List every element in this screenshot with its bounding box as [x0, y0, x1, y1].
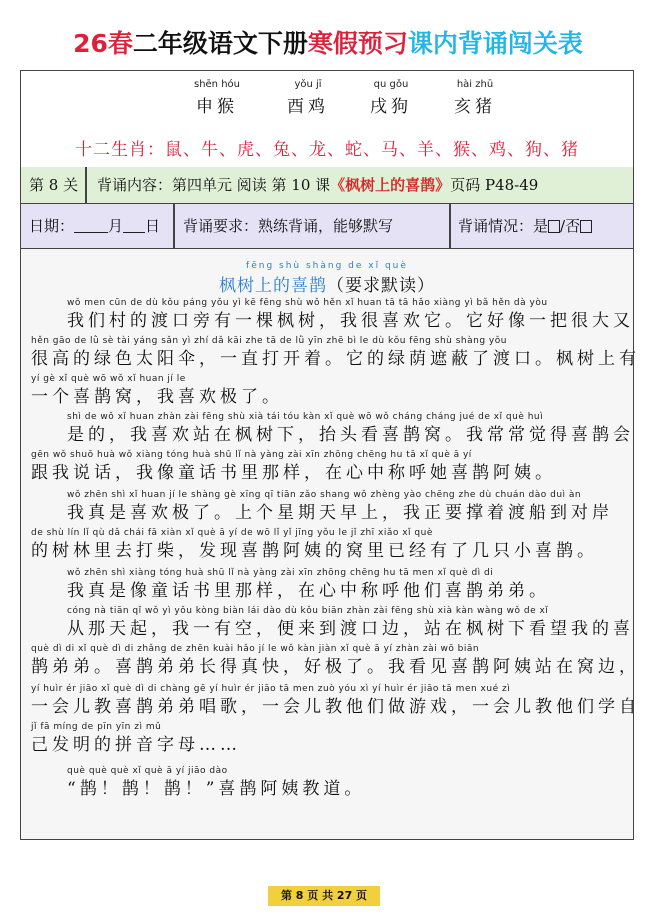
zodiac-line: 十二生肖：鼠、牛、虎、兔、龙、蛇、马、羊、猴、鸡、狗、猪: [21, 133, 633, 168]
requirement-cell: 背诵要求：熟练背诵，能够默写: [183, 217, 394, 235]
info-row: [21, 204, 633, 249]
vocab-word: shēn hóu 申猴: [193, 79, 240, 117]
title-table: 课内背诵闯关表: [407, 29, 583, 58]
lesson-row: [21, 167, 633, 204]
passage-line: yí huìr ér jiāo xǐ què dì di chàng gē yí huìr ér jiāo tā men zuò yóu xì yí huìr ér jiāo tā men xué zì 一会儿教喜鹊弟弟唱歌，一会儿教他们做游戏，一会儿教他们学自: [31, 684, 640, 717]
day-blank[interactable]: [123, 214, 145, 233]
date-cell: 日期： 月 日: [29, 204, 160, 248]
divider: [85, 167, 87, 203]
passage-line: wǒ men cūn de dù kǒu páng yǒu yì kē fēng shù wǒ hěn xǐ huan tā tā hǎo xiàng yì bǎ hěn dà yòu 我们村的渡口旁有一棵枫树，我很喜欢它。它好像一把很大又: [67, 298, 634, 331]
passage-line: yí gè xǐ què wō wǒ xǐ huan jí le 一个喜鹊窝，我喜欢极了。: [31, 374, 283, 407]
passage-title: fēng shù shàng de xǐ què 枫树上的喜鹊（要求默读）: [219, 261, 435, 296]
title-grade: 二年级语文下册: [132, 29, 308, 58]
vocab-word: qu gǒu 戌狗: [370, 79, 412, 117]
divider: [173, 204, 175, 248]
lesson-number: 第 8 关: [29, 176, 79, 194]
title-year: 26春: [73, 29, 133, 58]
page-number: 第 8 页 共 27 页: [268, 886, 380, 906]
passage-line: shì de wǒ xǐ huan zhàn zài fēng shù xià tái tóu kàn xǐ què wō wǒ cháng cháng jué de xǐ què huì 是的，我喜欢站在枫树下，抬头看喜鹊窝。我常常觉得喜鹊会: [67, 412, 634, 445]
title-note: （要求默读）: [327, 276, 435, 296]
page-title: [0, 24, 656, 60]
yes-checkbox[interactable]: [548, 220, 560, 233]
lesson-title: 《枫树上的喜鹊》: [330, 176, 451, 194]
passage-area: [21, 249, 640, 839]
passage-line: jǐ fā míng de pīn yīn zì mǔ 己发明的拼音字母……: [31, 722, 241, 755]
month-blank[interactable]: [74, 214, 108, 233]
status-cell: 背诵情况：是 /否: [458, 204, 592, 248]
vocab-row: [21, 71, 633, 133]
passage-line: cóng nà tiān qǐ wǒ yì yǒu kòng biàn lái dào dù kǒu biān zhàn zài fēng shù xià kàn wàng wǒ de xǐ 从那天起，我一有空，便来到渡口边，站在枫树下看望我的喜: [67, 606, 634, 639]
passage-line: de shù lín lǐ qù dǎ chái fā xiàn xǐ què ā yí de wō lǐ yǐ jīng yǒu le jǐ zhī xiǎo xǐ què 的树林里去打柴，发现喜鹊阿姨的窝里已经有了几只小喜鹊。: [31, 528, 598, 561]
divider: [449, 204, 451, 248]
passage-line: gēn wǒ shuō huà wǒ xiàng tóng huà shū lǐ nà yàng zài xīn zhōng chēng hu tā xǐ què ā yí 跟我说话，我像童话书里那样，在心中称呼她喜鹊阿姨。: [31, 450, 556, 483]
passage-line: wǒ zhēn shì xiàng tóng huà shū lǐ nà yàng zài xīn zhōng chēng hu tā men xǐ què dì di 我真是像童话书里那样，在心中称呼他们喜鹊弟弟。: [67, 568, 550, 601]
recitation-table: [20, 70, 640, 840]
passage-line: què què què xǐ què ā yí jiāo dào “鹊！鹊！鹊！”喜鹊阿姨教道。: [67, 766, 366, 799]
no-checkbox[interactable]: [580, 220, 592, 233]
recite-content: 背诵内容：第四单元 阅读 第 10 课《枫树上的喜鹊》页码 P48-49: [97, 176, 539, 194]
passage-line: wǒ zhēn shì xǐ huan jí le shàng gè xīng qī tiān zǎo shang wǒ zhèng yào chēng zhe dù chuán dào duì àn 我真是喜欢极了。上个星期天早上，我正要撑着渡船到对岸: [67, 490, 613, 523]
passage-line: què dì di xǐ què dì di zhǎng de zhēn kuài hǎo jí le wǒ kàn jiàn xǐ què ā yí zhàn zài wō biān 鹊弟弟。喜鹊弟弟长得真快，好极了。我看见喜鹊阿姨站在窝边，: [31, 644, 640, 677]
vocab-word: yǒu jī 酉鸡: [287, 79, 329, 117]
vocab-word: hài zhū 亥猪: [454, 79, 496, 117]
title-holiday: 寒假预习: [307, 29, 408, 58]
passage-line: hěn gāo de lǜ sè tài yáng sǎn yì zhí dǎ kāi zhe tā de lǜ yīn zhē bì le dù kǒu fēng shù shàng yǒu 很高的绿色太阳伞，一直打开着。它的绿荫遮蔽了渡口。枫树上有: [31, 336, 640, 369]
